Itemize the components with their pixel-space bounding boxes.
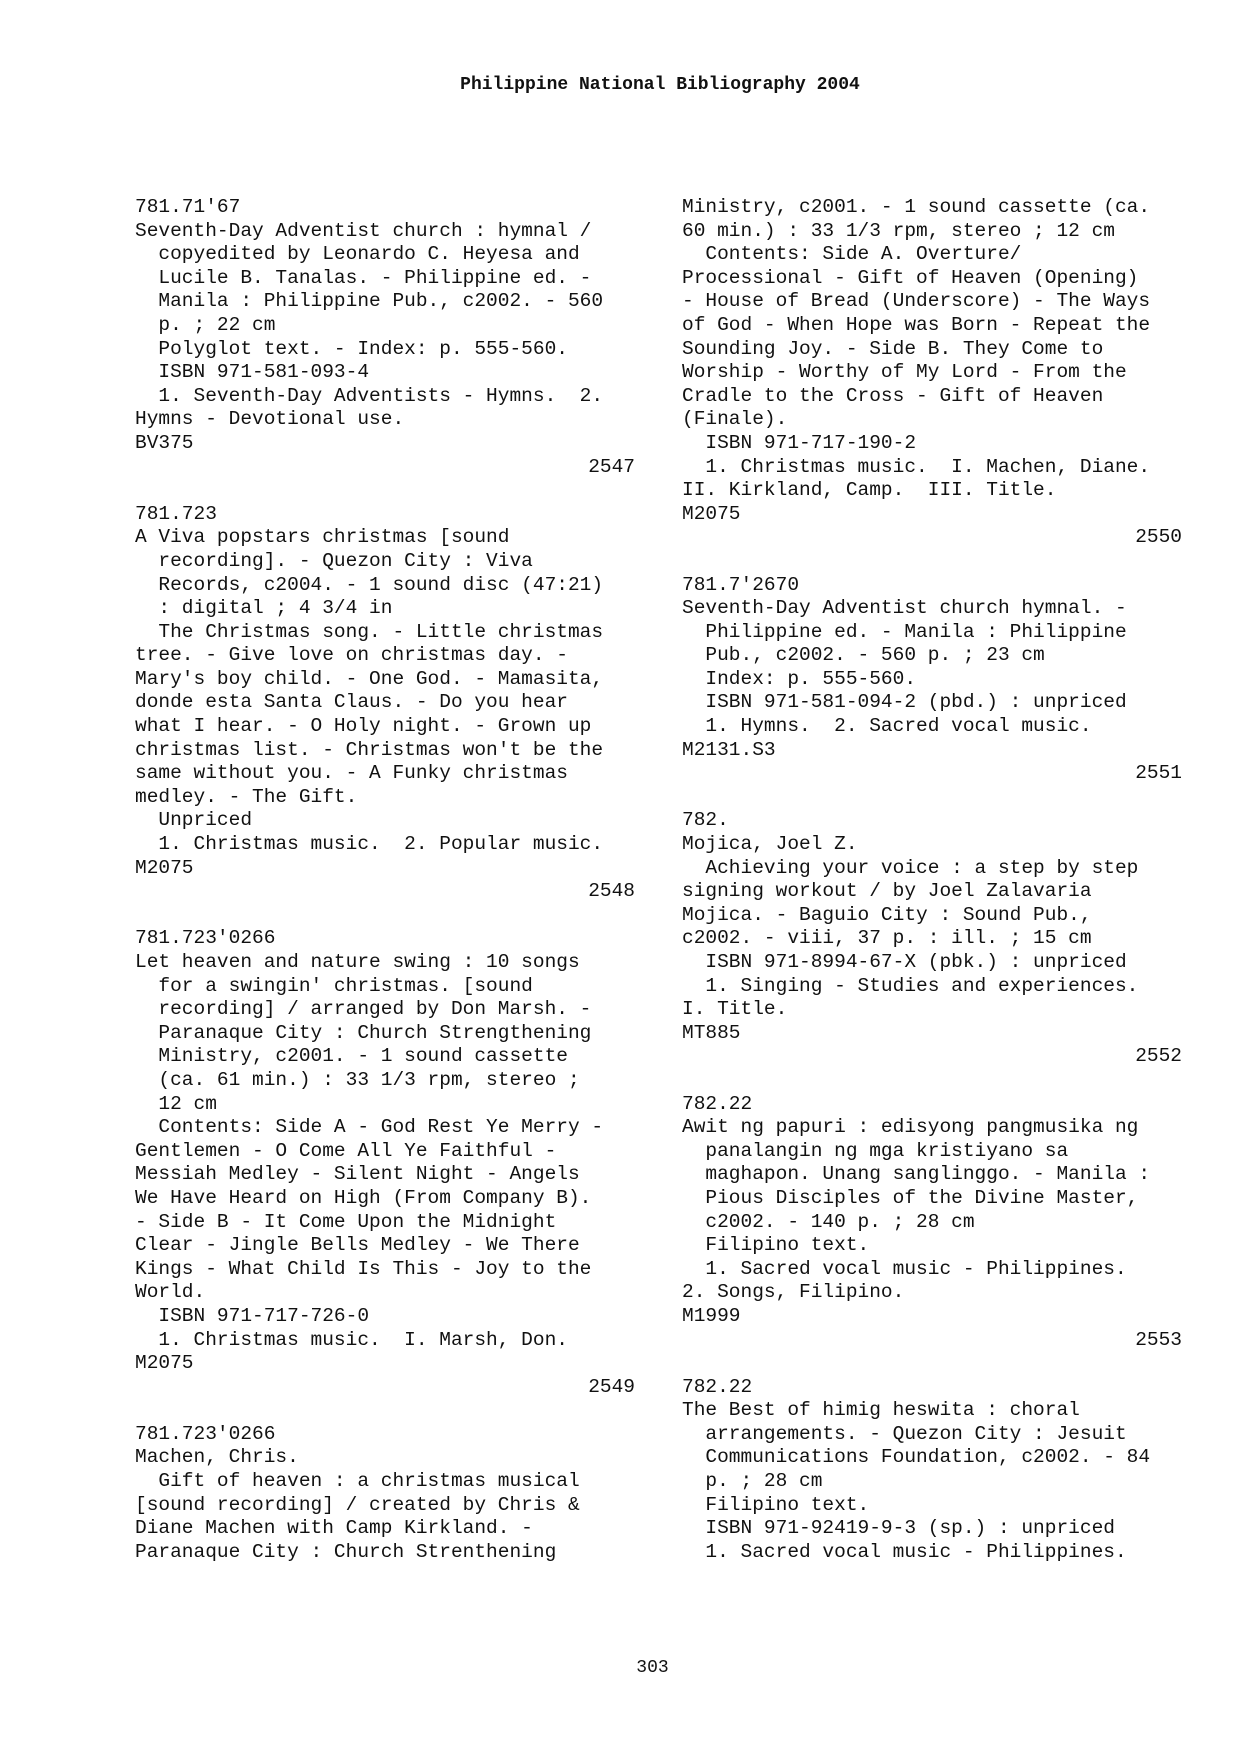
entry-number: 2547 bbox=[588, 455, 635, 478]
entry-line: 2. Songs, Filipino. bbox=[682, 1281, 905, 1304]
entry-line: Let heaven and nature swing : 10 songs bbox=[135, 951, 580, 973]
entry-line: panalangin ng mga kristiyano sa bbox=[682, 1139, 1069, 1162]
entry-line: 782.22 bbox=[682, 1092, 753, 1115]
entry-line: Polyglot text. - Index: p. 555-560. bbox=[135, 337, 568, 360]
entry-number: 2553 bbox=[1135, 1328, 1182, 1351]
entry-line: We Have Heard on High (From Company B). bbox=[135, 1186, 592, 1209]
entry-line: Mary's boy child. - One God. - Mamasita, bbox=[135, 667, 604, 690]
entry-line: 781.7'2670 bbox=[682, 573, 800, 596]
entry-line: p. ; 22 cm bbox=[135, 313, 276, 336]
entry-line: 1. Singing - Studies and experiences. bbox=[682, 974, 1139, 997]
left-column bbox=[135, 196, 655, 1564]
entry-line: 1. Christmas music. I. Marsh, Don. bbox=[135, 1328, 568, 1351]
entry-line: 781.71'67 bbox=[135, 196, 241, 218]
entry-line: A Viva popstars christmas [sound bbox=[135, 526, 510, 549]
entry-line: 1. Seventh-Day Adventists - Hymns. 2. bbox=[135, 384, 604, 407]
entry-number: 2552 bbox=[1135, 1045, 1182, 1068]
entry-line: 782. bbox=[682, 809, 729, 832]
entry-line: Index: p. 555-560. bbox=[682, 667, 917, 690]
entry-line: 1. Christmas music. 2. Popular music. bbox=[135, 833, 604, 856]
entry-line: signing workout / by Joel Zalavaria bbox=[682, 880, 1092, 903]
entry-line: Paranaque City : Church Strenthening bbox=[135, 1540, 557, 1563]
entry-line: ISBN 971-581-094-2 (pbd.) : unpriced bbox=[682, 691, 1127, 714]
entry-line: BV375 bbox=[135, 431, 194, 454]
entry-line: Manila : Philippine Pub., c2002. - 560 bbox=[135, 290, 604, 313]
entry-line: Lucile B. Tanalas. - Philippine ed. - bbox=[135, 266, 592, 289]
entry-line: M2075 bbox=[135, 856, 194, 879]
entry-line: M2075 bbox=[682, 502, 741, 525]
entry-spacer bbox=[682, 550, 1202, 574]
entry-spacer bbox=[682, 786, 1202, 810]
entry-line: ISBN 971-717-726-0 bbox=[135, 1304, 370, 1327]
entry-number: 2548 bbox=[588, 880, 635, 903]
entry-number: 2551 bbox=[1135, 762, 1182, 785]
entry-line: 782.22 bbox=[682, 1375, 753, 1398]
entry-line: Achieving your voice : a step by step bbox=[682, 856, 1139, 879]
entry-line: [sound recording] / created by Chris & bbox=[135, 1493, 580, 1516]
entry-line: II. Kirkland, Camp. III. Title. bbox=[682, 479, 1057, 502]
entry-line: tree. - Give love on christmas day. - bbox=[135, 644, 568, 667]
entry-line: Seventh-Day Adventist church : hymnal / bbox=[135, 219, 592, 242]
entry-line: The Christmas song. - Little christmas bbox=[135, 620, 604, 643]
entry-line: 1. Sacred vocal music - Philippines. bbox=[682, 1257, 1127, 1280]
entry-line: copyedited by Leonardo C. Heyesa and bbox=[135, 243, 580, 266]
entry-line: ISBN 971-581-093-4 bbox=[135, 361, 370, 384]
entry-line: 781.723'0266 bbox=[135, 927, 276, 950]
entry-line: what I hear. - O Holy night. - Grown up bbox=[135, 715, 592, 738]
entry-line: 12 cm bbox=[135, 1092, 217, 1115]
entry-line: Filipino text. bbox=[682, 1493, 870, 1516]
entry-line: for a swingin' christmas. [sound bbox=[135, 974, 533, 997]
entry-line: Machen, Chris. bbox=[135, 1446, 299, 1469]
entry-spacer bbox=[135, 904, 655, 928]
entry-line: Seventh-Day Adventist church hymnal. - bbox=[682, 597, 1127, 620]
right-column bbox=[682, 196, 1202, 1564]
entry-line: 781.723 bbox=[135, 502, 217, 525]
entry-line: MT885 bbox=[682, 1021, 741, 1044]
page-title: Philippine National Bibliography 2004 bbox=[460, 75, 860, 95]
entry-line: (Finale). bbox=[682, 408, 788, 431]
entry-line: Philippine ed. - Manila : Philippine bbox=[682, 620, 1127, 643]
entry-line: Gift of heaven : a christmas musical bbox=[135, 1470, 580, 1493]
entry-line: donde esta Santa Claus. - Do you hear bbox=[135, 691, 568, 714]
entry-line: Clear - Jingle Bells Medley - We There bbox=[135, 1234, 580, 1257]
entry-line: Contents: Side A - God Rest Ye Merry - bbox=[135, 1116, 604, 1139]
entry-line: recording] / arranged by Don Marsh. - bbox=[135, 998, 592, 1021]
entry-line: The Best of himig heswita : choral bbox=[682, 1399, 1080, 1422]
entry-line: ISBN 971-8994-67-X (pbk.) : unpriced bbox=[682, 951, 1127, 973]
entry-line: Pious Disciples of the Divine Master, bbox=[682, 1186, 1139, 1209]
entry-line: Awit ng papuri : edisyong pangmusika ng bbox=[682, 1116, 1139, 1139]
entry-line: - Side B - It Come Upon the Midnight bbox=[135, 1210, 557, 1233]
entry-line: 60 min.) : 33 1/3 rpm, stereo ; 12 cm bbox=[682, 219, 1115, 242]
entry-line: (ca. 61 min.) : 33 1/3 rpm, stereo ; bbox=[135, 1068, 580, 1091]
entry-line: Processional - Gift of Heaven (Opening) bbox=[682, 266, 1139, 289]
entry-line: arrangements. - Quezon City : Jesuit bbox=[682, 1422, 1127, 1445]
entry-line: recording]. - Quezon City : Viva bbox=[135, 549, 533, 572]
entry-line: Contents: Side A. Overture/ bbox=[682, 243, 1022, 266]
entry-line: Diane Machen with Camp Kirkland. - bbox=[135, 1517, 533, 1540]
entry-line: maghapon. Unang sanglinggo. - Manila : bbox=[682, 1163, 1151, 1186]
entry-line: Sounding Joy. - Side B. They Come to bbox=[682, 337, 1104, 360]
entry-line: Messiah Medley - Silent Night - Angels bbox=[135, 1163, 580, 1186]
entry-line: of God - When Hope was Born - Repeat the bbox=[682, 313, 1151, 336]
entry-spacer bbox=[135, 479, 655, 503]
page-number: 303 bbox=[636, 1658, 669, 1678]
entry-line: 1. Sacred vocal music - Philippines. bbox=[682, 1540, 1127, 1563]
entry-line: M2131.S3 bbox=[682, 738, 776, 761]
entry-spacer bbox=[682, 1069, 1202, 1093]
entry-line: same without you. - A Funky christmas bbox=[135, 762, 568, 785]
entry-line: Gentlemen - O Come All Ye Faithful - bbox=[135, 1139, 557, 1162]
entry-line: - House of Bread (Underscore) - The Ways bbox=[682, 290, 1151, 313]
entry-line: ISBN 971-717-190-2 bbox=[682, 431, 917, 454]
entry-line: M2075 bbox=[135, 1352, 194, 1375]
entry-line: Filipino text. bbox=[682, 1234, 870, 1257]
entry-line: c2002. - viii, 37 p. : ill. ; 15 cm bbox=[682, 927, 1092, 950]
entry-line: : digital ; 4 3/4 in bbox=[135, 597, 393, 620]
entry-line: 781.723'0266 bbox=[135, 1422, 276, 1445]
entry-line: Ministry, c2001. - 1 sound cassette (ca. bbox=[682, 196, 1151, 218]
entry-line: M1999 bbox=[682, 1304, 741, 1327]
entry-line: Mojica, Joel Z. bbox=[682, 833, 858, 856]
entry-line: Communications Foundation, c2002. - 84 bbox=[682, 1446, 1151, 1469]
entry-line: 1. Hymns. 2. Sacred vocal music. bbox=[682, 715, 1092, 738]
entry-line: Pub., c2002. - 560 p. ; 23 cm bbox=[682, 644, 1045, 667]
entry-line: Ministry, c2001. - 1 sound cassette bbox=[135, 1045, 568, 1068]
entry-line: Paranaque City : Church Strengthening bbox=[135, 1021, 592, 1044]
entry-spacer bbox=[682, 1352, 1202, 1376]
entry-line: Worship - Worthy of My Lord - From the bbox=[682, 361, 1127, 384]
entry-line: c2002. - 140 p. ; 28 cm bbox=[682, 1210, 975, 1233]
entry-line: ISBN 971-92419-9-3 (sp.) : unpriced bbox=[682, 1517, 1115, 1540]
entry-number: 2550 bbox=[1135, 526, 1182, 549]
entry-line: I. Title. bbox=[682, 998, 788, 1021]
entry-line: 1. Christmas music. I. Machen, Diane. bbox=[682, 455, 1151, 478]
entry-line: Kings - What Child Is This - Joy to the bbox=[135, 1257, 592, 1280]
entry-line: World. bbox=[135, 1281, 206, 1304]
entry-spacer bbox=[135, 1399, 655, 1423]
entry-line: Unpriced bbox=[135, 809, 253, 832]
entry-line: Mojica. - Baguio City : Sound Pub., bbox=[682, 903, 1092, 926]
entry-line: medley. - The Gift. bbox=[135, 785, 358, 808]
entry-number: 2549 bbox=[588, 1375, 635, 1398]
entry-line: p. ; 28 cm bbox=[682, 1470, 823, 1493]
entry-line: christmas list. - Christmas won't be the bbox=[135, 738, 604, 761]
entry-line: Hymns - Devotional use. bbox=[135, 408, 405, 431]
entry-line: Cradle to the Cross - Gift of Heaven bbox=[682, 384, 1104, 407]
entry-line: Records, c2004. - 1 sound disc (47:21) bbox=[135, 573, 604, 596]
